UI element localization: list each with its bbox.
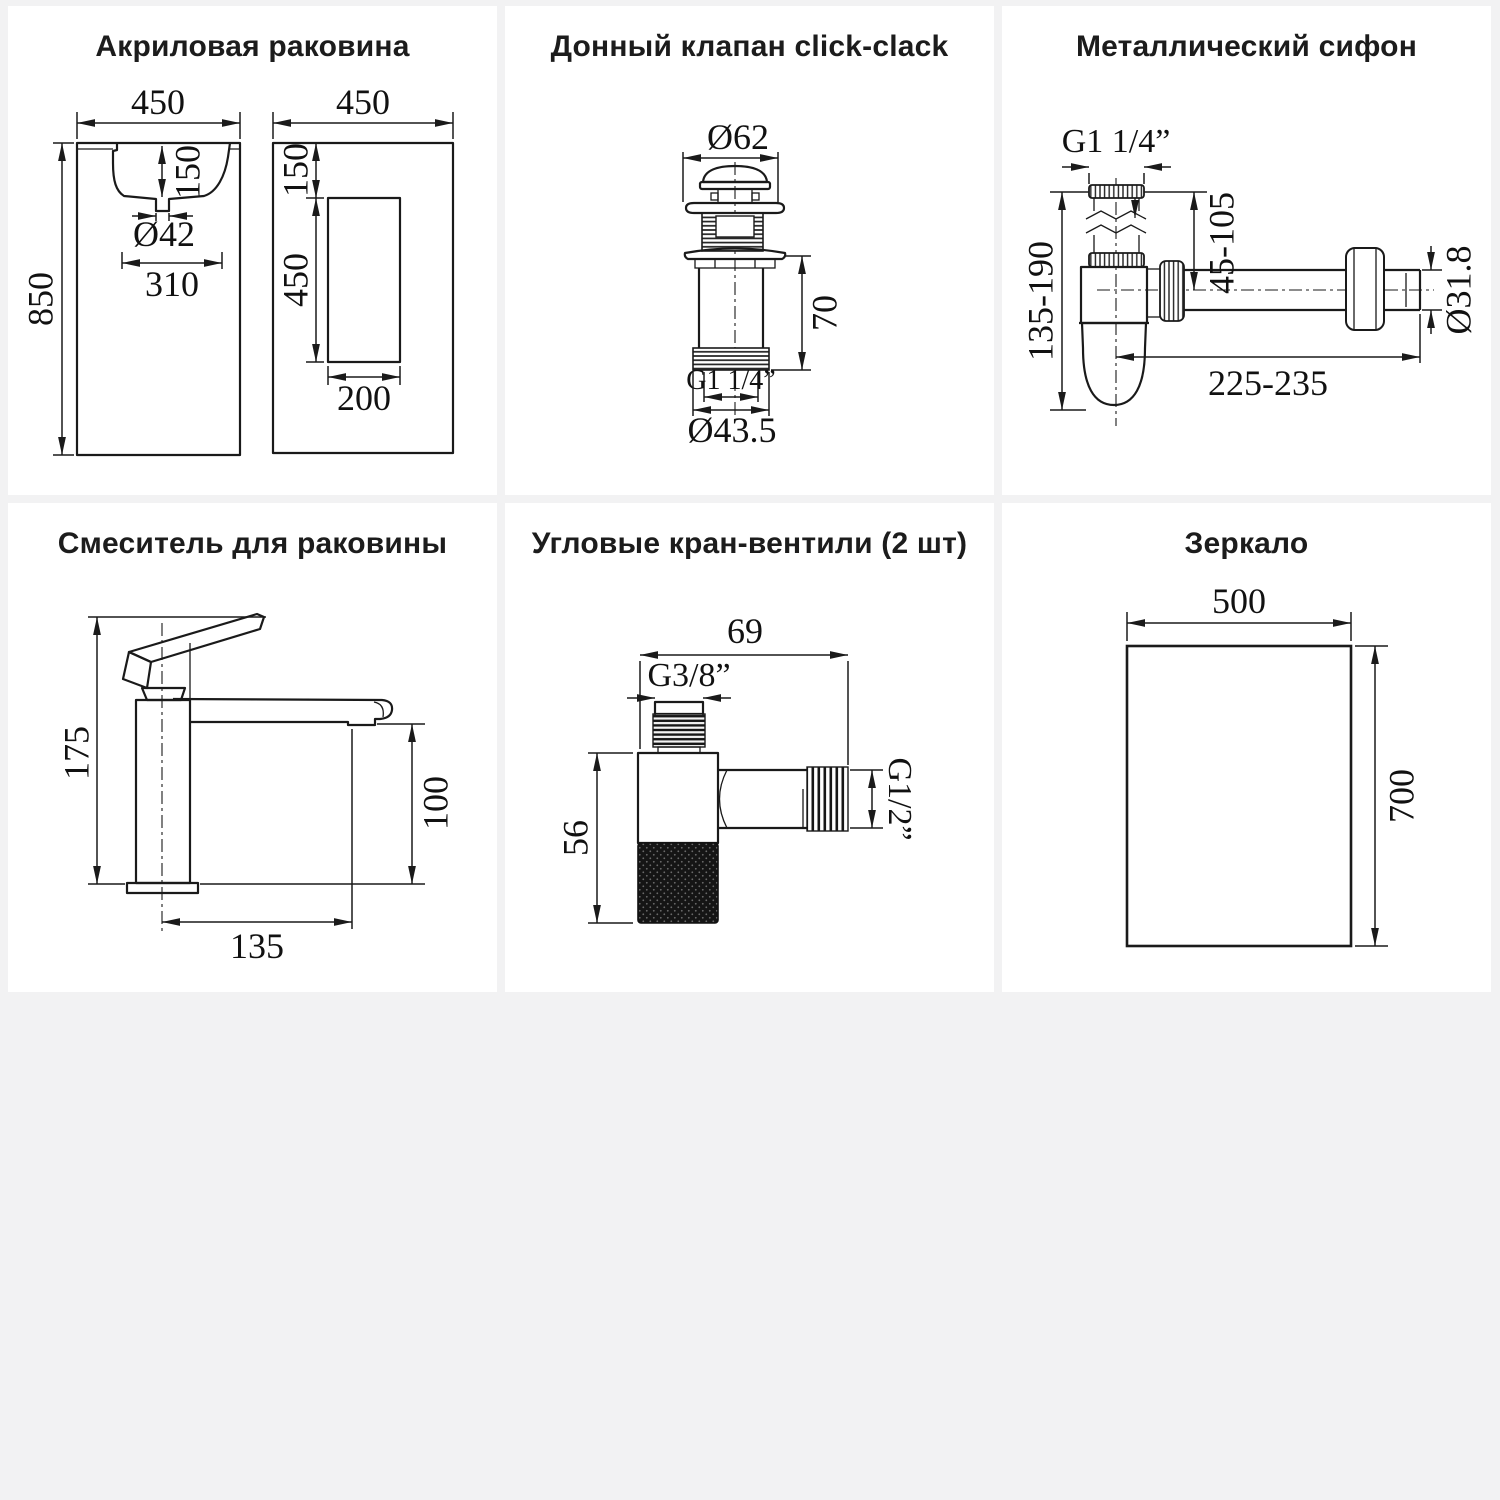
panel-title: Донный клапан click-clack bbox=[550, 30, 949, 63]
dim-cutout-height: 450 bbox=[275, 253, 316, 307]
dim-siphon-inlet-range: 45-105 bbox=[1201, 192, 1242, 294]
dim-spout-reach: 135 bbox=[230, 926, 284, 966]
dim-mirror-height: 700 bbox=[1381, 769, 1422, 823]
panel-angle-valve bbox=[505, 503, 994, 992]
panel-acrylic-sink bbox=[8, 6, 497, 495]
drain-valve-drawing bbox=[505, 6, 994, 495]
sink-drawing bbox=[8, 6, 497, 495]
dim-siphon-height-range: 135-190 bbox=[1020, 241, 1061, 361]
dim-siphon-pipe-dia: Ø31.8 bbox=[1438, 245, 1479, 335]
dim-valve-thread: G1 1/4” bbox=[686, 365, 776, 396]
mixer-drawing bbox=[8, 503, 497, 992]
dim-valve-len: 69 bbox=[727, 611, 763, 651]
panel-title: Смеситель для раковины bbox=[57, 527, 448, 560]
angle-valve-drawing bbox=[505, 503, 994, 992]
dim-mirror-width: 500 bbox=[1212, 581, 1266, 621]
dim-sink-side-width: 450 bbox=[336, 82, 390, 122]
dim-cap-dia: Ø62 bbox=[707, 117, 769, 157]
panel-title: Металлический сифон bbox=[1075, 30, 1418, 63]
dim-drain-dia: Ø42 bbox=[133, 214, 195, 254]
dim-cutout-width: 200 bbox=[337, 378, 391, 418]
panel-title: Зеркало bbox=[1184, 527, 1309, 560]
dim-valve-height: 56 bbox=[555, 820, 596, 856]
dim-sink-front-width: 450 bbox=[131, 82, 185, 122]
dim-basin-depth: 150 bbox=[167, 145, 208, 199]
dim-inlet-thread: G3/8” bbox=[647, 657, 731, 694]
siphon-drawing bbox=[1002, 6, 1491, 495]
panel-title: Акриловая раковина bbox=[95, 30, 410, 63]
dim-basin-width: 310 bbox=[145, 264, 199, 304]
dim-siphon-thread: G1 1/4” bbox=[1061, 123, 1171, 160]
dim-sink-height: 850 bbox=[20, 272, 61, 326]
dim-side-top-offset: 150 bbox=[275, 143, 316, 197]
dim-valve-dia: Ø43.5 bbox=[687, 410, 777, 450]
panel-siphon bbox=[1002, 6, 1491, 495]
dim-valve-length: 70 bbox=[804, 295, 845, 331]
panel-drain-valve bbox=[505, 6, 994, 495]
dim-mixer-height: 175 bbox=[56, 726, 97, 780]
dim-siphon-length: 225-235 bbox=[1208, 363, 1328, 403]
panel-title: Угловые кран-вентили (2 шт) bbox=[531, 527, 968, 560]
dim-spout-height: 100 bbox=[415, 776, 456, 830]
dim-outlet-thread: G1/2” bbox=[881, 757, 919, 841]
panel-mixer bbox=[8, 503, 497, 992]
panel-mirror bbox=[1002, 503, 1491, 992]
mirror-drawing bbox=[1002, 503, 1491, 992]
